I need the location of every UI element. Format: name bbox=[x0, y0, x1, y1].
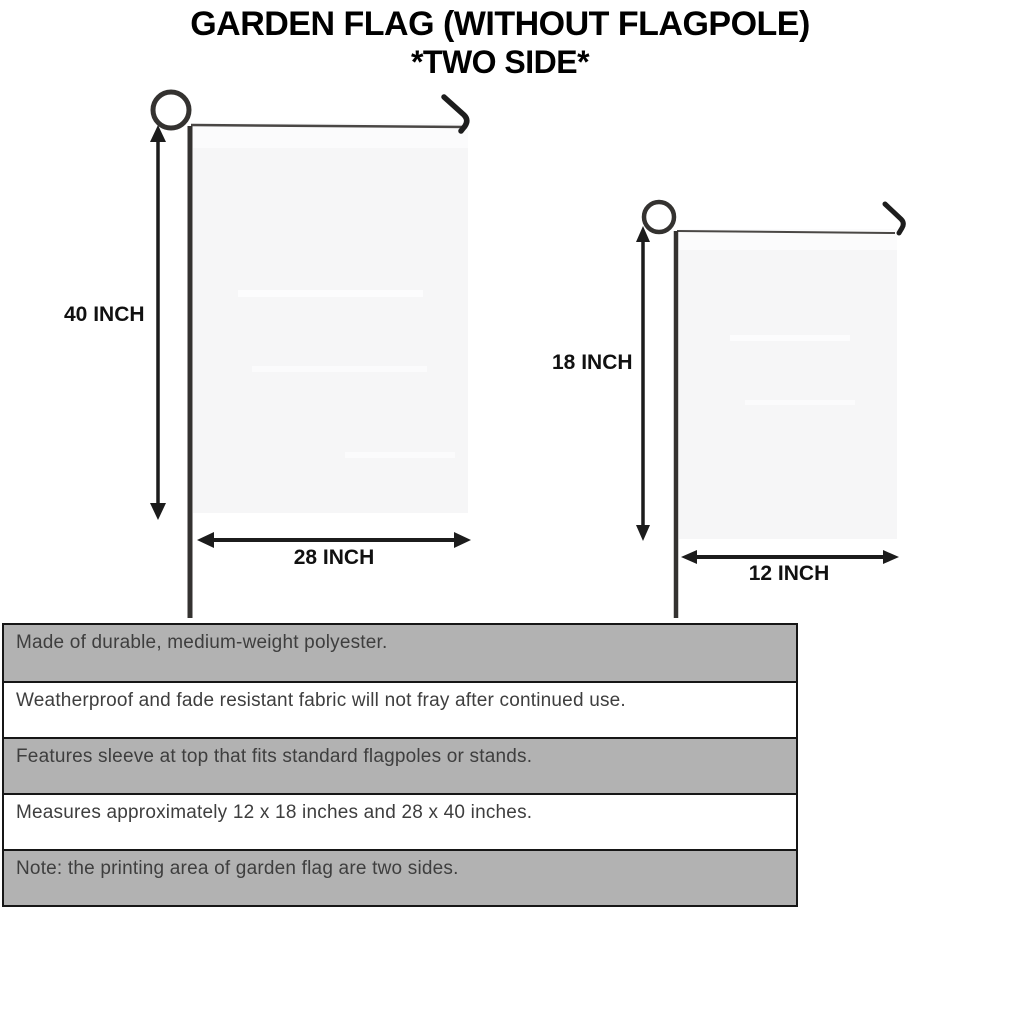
small-flag-fabric-highlight bbox=[745, 400, 855, 405]
feature-row bbox=[4, 625, 796, 681]
small-flag-hook bbox=[885, 204, 903, 233]
small-flag-group bbox=[636, 202, 903, 618]
large-flag-height-arrow bbox=[150, 125, 166, 520]
small-flag-height-label: 18 INCH bbox=[552, 351, 633, 374]
feature-text: Made of durable, medium-weight polyester. bbox=[16, 632, 388, 653]
large-flag-width-label: 28 INCH bbox=[293, 546, 375, 569]
title-line-1: GARDEN FLAG (WITHOUT FLAGPOLE) bbox=[190, 5, 810, 43]
large-flag-pole-loop bbox=[153, 92, 189, 128]
feature-text: Features sleeve at top that fits standard flagpoles or stands. bbox=[16, 746, 533, 767]
feature-text: Note: the printing area of garden flag are two sides. bbox=[16, 858, 459, 879]
feature-row bbox=[4, 681, 796, 737]
small-flag-width-label: 12 INCH bbox=[748, 562, 830, 585]
large-flag-fabric-highlight bbox=[252, 366, 427, 372]
feature-row bbox=[4, 737, 796, 793]
small-flag-height-arrow bbox=[636, 226, 650, 541]
small-flag-fabric-highlight bbox=[730, 335, 850, 341]
small-flag-pole-loop bbox=[644, 202, 674, 232]
large-flag-fabric-highlight bbox=[238, 290, 423, 297]
large-flag-fabric-highlight bbox=[345, 452, 455, 458]
feature-row bbox=[4, 793, 796, 849]
large-flag-group bbox=[150, 92, 471, 618]
feature-text: Measures approximately 12 x 18 inches and 28 x 40 inches. bbox=[16, 802, 533, 823]
large-flag-height-label: 40 INCH bbox=[64, 303, 145, 326]
small-flag-canvas bbox=[679, 229, 897, 539]
feature-row bbox=[4, 849, 796, 905]
feature-text: Weatherproof and fade resistant fabric will not fray after continued use. bbox=[16, 690, 626, 711]
title-line-2: *TWO SIDE* bbox=[410, 44, 590, 80]
feature-list bbox=[2, 623, 798, 907]
